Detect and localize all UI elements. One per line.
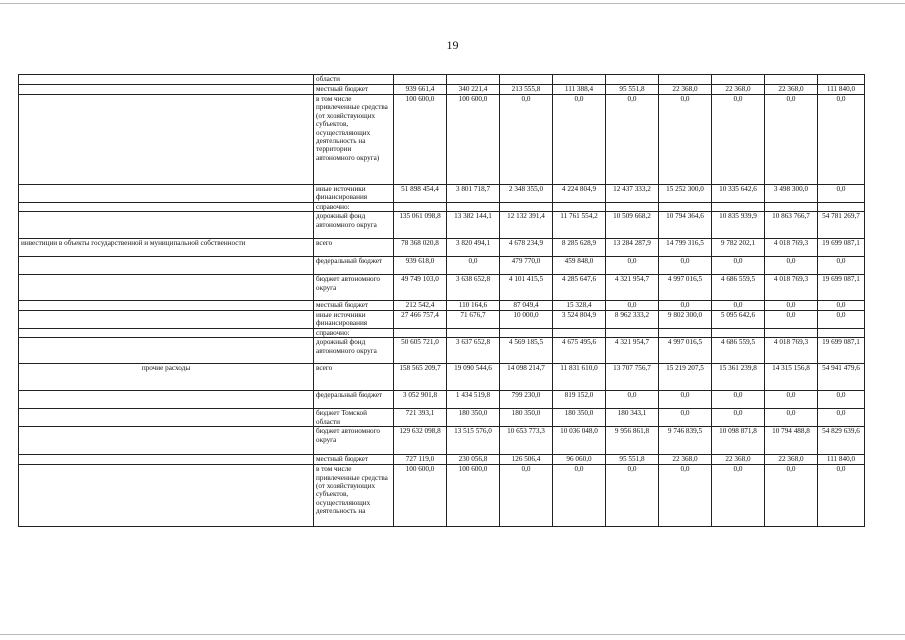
table-row <box>19 275 865 301</box>
value-cell: 4 675 495,6 <box>553 338 606 364</box>
source-label-cell: в том числе привлеченные средства (от хозяйствующих субъектов, осуществляющих деятельность на территории автономного округа) <box>314 95 394 185</box>
value-cell <box>553 203 606 212</box>
value-cell: 19 699 087,1 <box>818 239 865 257</box>
value-cell: 4 686 559,5 <box>712 275 765 301</box>
value-cell: 0,0 <box>765 409 818 427</box>
table-row <box>19 465 865 527</box>
source-label-cell: бюджет Томской области <box>314 409 394 427</box>
value-cell: 3 637 652,8 <box>447 338 500 364</box>
value-cell: 3 820 494,1 <box>447 239 500 257</box>
table-row <box>19 95 865 185</box>
value-cell: 49 749 103,0 <box>394 275 447 301</box>
table-row <box>19 364 865 391</box>
value-cell: 8 962 333,2 <box>606 310 659 328</box>
table-row <box>19 239 865 257</box>
table-row <box>19 338 865 364</box>
budget-table <box>18 74 865 527</box>
value-cell: 11 831 610,0 <box>553 364 606 391</box>
source-label-cell: местный бюджет <box>314 85 394 95</box>
value-cell: 0,0 <box>712 95 765 185</box>
table-row <box>19 455 865 465</box>
category-cell <box>19 301 314 310</box>
value-cell: 0,0 <box>553 95 606 185</box>
value-cell: 0,0 <box>765 95 818 185</box>
value-cell: 721 393,1 <box>394 409 447 427</box>
value-cell <box>659 328 712 337</box>
source-label-cell: бюджет автономного округа <box>314 427 394 455</box>
source-label-cell: всего <box>314 239 394 257</box>
value-cell <box>659 203 712 212</box>
value-cell: 0,0 <box>818 257 865 275</box>
value-cell <box>606 328 659 337</box>
value-cell: 10 000,0 <box>500 310 553 328</box>
value-cell: 0,0 <box>606 95 659 185</box>
category-cell <box>19 212 314 239</box>
value-cell: 15 361 239,8 <box>712 364 765 391</box>
value-cell: 727 119,0 <box>394 455 447 465</box>
value-cell: 15 252 300,0 <box>659 185 712 203</box>
category-cell <box>19 391 314 409</box>
source-label-cell: местный бюджет <box>314 455 394 465</box>
value-cell: 0,0 <box>659 301 712 310</box>
value-cell <box>447 328 500 337</box>
value-cell: 4 686 559,5 <box>712 338 765 364</box>
source-label-cell: области <box>314 75 394 85</box>
value-cell: 22 368,0 <box>712 85 765 95</box>
value-cell <box>447 75 500 85</box>
source-label-cell: иные источники финансирования <box>314 185 394 203</box>
value-cell: 135 061 098,8 <box>394 212 447 239</box>
value-cell: 100 600,0 <box>394 465 447 527</box>
source-label-cell: справочно: <box>314 203 394 212</box>
table-row <box>19 391 865 409</box>
value-cell: 13 515 576,0 <box>447 427 500 455</box>
category-cell: прочие расходы <box>19 364 314 391</box>
value-cell: 0,0 <box>712 465 765 527</box>
value-cell: 95 551,8 <box>606 455 659 465</box>
table-row <box>19 310 865 328</box>
value-cell: 0,0 <box>606 257 659 275</box>
value-cell: 78 368 020,8 <box>394 239 447 257</box>
source-label-cell: в том числе привлеченные средства (от хозяйствующих субъектов, осуществляющих деятельность на <box>314 465 394 527</box>
value-cell: 2 348 355,0 <box>500 185 553 203</box>
value-cell: 0,0 <box>712 409 765 427</box>
value-cell <box>712 203 765 212</box>
category-cell <box>19 75 314 85</box>
value-cell: 0,0 <box>659 465 712 527</box>
category-cell <box>19 95 314 185</box>
category-cell <box>19 310 314 328</box>
value-cell: 0,0 <box>818 465 865 527</box>
value-cell: 4 101 415,5 <box>500 275 553 301</box>
category-cell <box>19 338 314 364</box>
value-cell: 0,0 <box>606 465 659 527</box>
value-cell: 13 284 287,9 <box>606 239 659 257</box>
value-cell: 230 056,8 <box>447 455 500 465</box>
value-cell: 0,0 <box>659 409 712 427</box>
value-cell: 180 350,0 <box>553 409 606 427</box>
value-cell: 9 746 839,5 <box>659 427 712 455</box>
value-cell: 11 761 554,2 <box>553 212 606 239</box>
value-cell: 158 565 209,7 <box>394 364 447 391</box>
value-cell <box>447 203 500 212</box>
category-cell <box>19 85 314 95</box>
value-cell: 4 997 016,5 <box>659 275 712 301</box>
value-cell <box>765 75 818 85</box>
source-label-cell: иные источники финансирования <box>314 310 394 328</box>
value-cell: 71 676,7 <box>447 310 500 328</box>
category-cell <box>19 203 314 212</box>
table-row <box>19 301 865 310</box>
value-cell: 213 555,8 <box>500 85 553 95</box>
value-cell: 10 653 773,3 <box>500 427 553 455</box>
value-cell: 4 678 234,9 <box>500 239 553 257</box>
category-cell <box>19 409 314 427</box>
value-cell: 0,0 <box>500 95 553 185</box>
table-row <box>19 85 865 95</box>
value-cell: 0,0 <box>765 257 818 275</box>
scan-edge-top <box>0 3 905 4</box>
value-cell <box>394 75 447 85</box>
value-cell: 3 498 300,0 <box>765 185 818 203</box>
value-cell: 10 835 939,9 <box>712 212 765 239</box>
value-cell: 0,0 <box>818 310 865 328</box>
value-cell: 939 661,4 <box>394 85 447 95</box>
value-cell: 180 343,1 <box>606 409 659 427</box>
value-cell: 9 782 202,1 <box>712 239 765 257</box>
value-cell: 27 466 757,4 <box>394 310 447 328</box>
value-cell: 8 285 628,9 <box>553 239 606 257</box>
value-cell <box>553 328 606 337</box>
value-cell <box>500 328 553 337</box>
value-cell: 14 098 214,7 <box>500 364 553 391</box>
value-cell: 4 321 954,7 <box>606 338 659 364</box>
value-cell: 0,0 <box>765 391 818 409</box>
value-cell <box>394 203 447 212</box>
value-cell: 111 840,0 <box>818 85 865 95</box>
value-cell: 100 600,0 <box>447 465 500 527</box>
value-cell: 10 098 871,8 <box>712 427 765 455</box>
value-cell <box>659 75 712 85</box>
category-cell <box>19 328 314 337</box>
value-cell <box>500 75 553 85</box>
value-cell: 3 638 652,8 <box>447 275 500 301</box>
source-label-cell: местный бюджет <box>314 301 394 310</box>
category-cell <box>19 257 314 275</box>
value-cell <box>765 328 818 337</box>
value-cell: 15 328,4 <box>553 301 606 310</box>
value-cell <box>765 203 818 212</box>
value-cell <box>818 328 865 337</box>
value-cell: 12 132 391,4 <box>500 212 553 239</box>
value-cell: 10 794 488,8 <box>765 427 818 455</box>
table-row <box>19 427 865 455</box>
category-cell <box>19 427 314 455</box>
value-cell: 15 219 207,5 <box>659 364 712 391</box>
value-cell: 54 941 479,6 <box>818 364 865 391</box>
value-cell: 51 898 454,4 <box>394 185 447 203</box>
value-cell: 22 368,0 <box>712 455 765 465</box>
value-cell: 22 368,0 <box>765 85 818 95</box>
value-cell: 0,0 <box>818 391 865 409</box>
value-cell: 939 618,0 <box>394 257 447 275</box>
value-cell: 22 368,0 <box>659 85 712 95</box>
source-label-cell: дорожный фонд автономного округа <box>314 338 394 364</box>
value-cell: 0,0 <box>818 95 865 185</box>
value-cell: 0,0 <box>553 465 606 527</box>
value-cell: 3 524 804,9 <box>553 310 606 328</box>
source-label-cell: федеральный бюджет <box>314 257 394 275</box>
category-cell <box>19 185 314 203</box>
value-cell: 0,0 <box>818 301 865 310</box>
value-cell: 19 699 087,1 <box>818 338 865 364</box>
source-label-cell: федеральный бюджет <box>314 391 394 409</box>
table-row <box>19 212 865 239</box>
value-cell: 819 152,0 <box>553 391 606 409</box>
value-cell: 100 600,0 <box>394 95 447 185</box>
value-cell: 10 794 364,6 <box>659 212 712 239</box>
value-cell <box>500 203 553 212</box>
value-cell: 799 230,0 <box>500 391 553 409</box>
value-cell: 0,0 <box>765 301 818 310</box>
page-number: 19 <box>446 38 459 52</box>
value-cell: 459 848,0 <box>553 257 606 275</box>
value-cell: 4 224 804,9 <box>553 185 606 203</box>
value-cell: 9 802 300,0 <box>659 310 712 328</box>
table-row <box>19 75 865 85</box>
value-cell: 4 018 769,3 <box>765 239 818 257</box>
table-row <box>19 185 865 203</box>
value-cell: 4 018 769,3 <box>765 338 818 364</box>
value-cell: 111 388,4 <box>553 85 606 95</box>
table-row <box>19 328 865 337</box>
value-cell: 4 285 647,6 <box>553 275 606 301</box>
value-cell: 129 632 098,8 <box>394 427 447 455</box>
table-row <box>19 203 865 212</box>
value-cell: 100 600,0 <box>447 95 500 185</box>
value-cell <box>712 328 765 337</box>
value-cell: 180 350,0 <box>500 409 553 427</box>
value-cell: 13 707 756,7 <box>606 364 659 391</box>
source-label-cell: всего <box>314 364 394 391</box>
table-row <box>19 257 865 275</box>
value-cell <box>818 75 865 85</box>
value-cell: 0,0 <box>606 391 659 409</box>
value-cell: 95 551,8 <box>606 85 659 95</box>
value-cell: 1 434 519,8 <box>447 391 500 409</box>
value-cell: 0,0 <box>765 465 818 527</box>
value-cell: 4 018 769,3 <box>765 275 818 301</box>
value-cell: 4 997 016,5 <box>659 338 712 364</box>
value-cell: 0,0 <box>818 185 865 203</box>
value-cell: 212 542,4 <box>394 301 447 310</box>
value-cell: 10 863 766,7 <box>765 212 818 239</box>
value-cell: 10 335 642,6 <box>712 185 765 203</box>
value-cell: 22 368,0 <box>659 455 712 465</box>
value-cell <box>606 203 659 212</box>
value-cell: 22 368,0 <box>765 455 818 465</box>
value-cell: 10 036 048,0 <box>553 427 606 455</box>
value-cell: 13 382 144,1 <box>447 212 500 239</box>
value-cell: 3 801 718,7 <box>447 185 500 203</box>
value-cell: 96 060,0 <box>553 455 606 465</box>
value-cell: 4 569 185,5 <box>500 338 553 364</box>
value-cell: 180 350,0 <box>447 409 500 427</box>
value-cell: 14 799 316,5 <box>659 239 712 257</box>
value-cell: 126 506,4 <box>500 455 553 465</box>
value-cell <box>818 203 865 212</box>
category-cell <box>19 275 314 301</box>
value-cell: 0,0 <box>712 257 765 275</box>
value-cell: 19 090 544,6 <box>447 364 500 391</box>
value-cell: 111 840,0 <box>818 455 865 465</box>
value-cell: 0,0 <box>659 257 712 275</box>
value-cell: 0,0 <box>712 301 765 310</box>
value-cell: 50 605 721,0 <box>394 338 447 364</box>
value-cell: 340 221,4 <box>447 85 500 95</box>
value-cell: 0,0 <box>712 391 765 409</box>
value-cell: 54 829 639,6 <box>818 427 865 455</box>
value-cell <box>394 328 447 337</box>
scan-edge-bottom <box>0 634 905 635</box>
source-label-cell: бюджет автономного округа <box>314 275 394 301</box>
value-cell: 0,0 <box>447 257 500 275</box>
value-cell: 110 164,6 <box>447 301 500 310</box>
category-cell <box>19 465 314 527</box>
value-cell: 0,0 <box>606 301 659 310</box>
value-cell: 9 956 861,8 <box>606 427 659 455</box>
category-cell: инвестиции в объекты государственной и муниципальной собственности <box>19 239 314 257</box>
source-label-cell: справочно: <box>314 328 394 337</box>
value-cell <box>553 75 606 85</box>
value-cell: 54 781 269,7 <box>818 212 865 239</box>
value-cell: 479 770,0 <box>500 257 553 275</box>
source-label-cell: дорожный фонд автономного округа <box>314 212 394 239</box>
value-cell: 87 049,4 <box>500 301 553 310</box>
value-cell: 0,0 <box>818 409 865 427</box>
value-cell: 0,0 <box>500 465 553 527</box>
value-cell: 14 315 156,8 <box>765 364 818 391</box>
value-cell: 5 095 642,6 <box>712 310 765 328</box>
value-cell: 3 052 901,8 <box>394 391 447 409</box>
value-cell: 0,0 <box>659 95 712 185</box>
value-cell: 12 437 333,2 <box>606 185 659 203</box>
value-cell <box>712 75 765 85</box>
value-cell <box>606 75 659 85</box>
value-cell: 0,0 <box>659 391 712 409</box>
category-cell <box>19 455 314 465</box>
value-cell: 4 321 954,7 <box>606 275 659 301</box>
value-cell: 0,0 <box>765 310 818 328</box>
table-row <box>19 409 865 427</box>
value-cell: 10 509 668,2 <box>606 212 659 239</box>
value-cell: 19 699 087,1 <box>818 275 865 301</box>
